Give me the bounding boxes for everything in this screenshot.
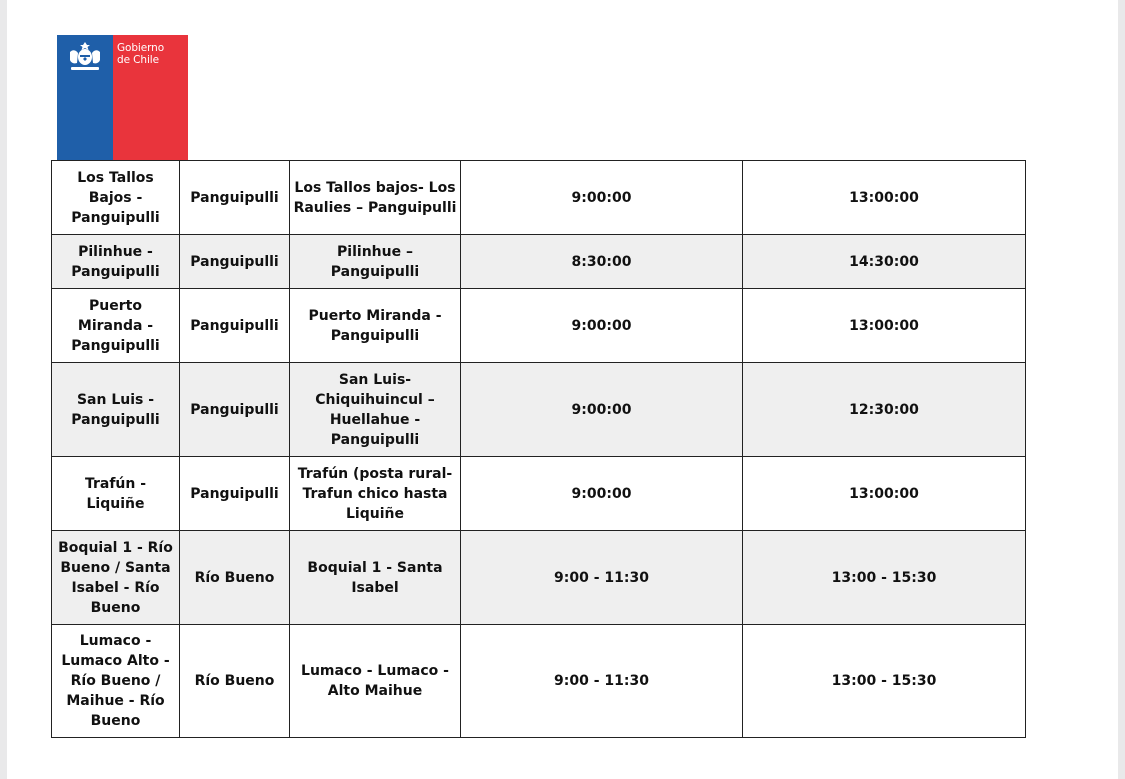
logo-blue-panel bbox=[57, 35, 113, 161]
locality-cell: Los Tallos Bajos - Panguipulli bbox=[52, 161, 180, 235]
table-row bbox=[52, 363, 1026, 457]
logo-text bbox=[117, 42, 164, 66]
start-time-cell: 9:00:00 bbox=[461, 457, 743, 531]
start-time-cell: 9:00:00 bbox=[461, 363, 743, 457]
start-time-cell: 9:00:00 bbox=[461, 161, 743, 235]
locality-cell: Puerto Miranda - Panguipulli bbox=[52, 289, 180, 363]
locality-cell: Pilinhue - Panguipulli bbox=[52, 235, 180, 289]
table-row bbox=[52, 457, 1026, 531]
commune-cell: Panguipulli bbox=[180, 161, 290, 235]
logo-line-1: Gobierno bbox=[117, 42, 165, 54]
route-cell: Los Tallos bajos- Los Raulies – Panguipulli bbox=[290, 161, 461, 235]
end-time-cell: 13:00 - 15:30 bbox=[743, 625, 1026, 738]
commune-cell: Panguipulli bbox=[180, 363, 290, 457]
document-page bbox=[7, 0, 1118, 779]
locality-cell: Lumaco - Lumaco Alto - Río Bueno / Maihue - Río Bueno bbox=[52, 625, 180, 738]
end-time-cell: 12:30:00 bbox=[743, 363, 1026, 457]
locality-cell: Boquial 1 - Río Bueno / Santa Isabel - Río Bueno bbox=[52, 531, 180, 625]
start-time-cell: 9:00 - 11:30 bbox=[461, 531, 743, 625]
locality-cell: San Luis - Panguipulli bbox=[52, 363, 180, 457]
end-time-cell: 13:00:00 bbox=[743, 161, 1026, 235]
end-time-cell: 13:00:00 bbox=[743, 457, 1026, 531]
table-row bbox=[52, 161, 1026, 235]
route-cell: San Luis- Chiquihuincul – Huellahue - Panguipulli bbox=[290, 363, 461, 457]
route-cell: Lumaco - Lumaco - Alto Maihue bbox=[290, 625, 461, 738]
route-cell: Puerto Miranda - Panguipulli bbox=[290, 289, 461, 363]
locality-cell: Trafún - Liquiñe bbox=[52, 457, 180, 531]
commune-cell: Panguipulli bbox=[180, 457, 290, 531]
commune-cell: Panguipulli bbox=[180, 235, 290, 289]
commune-cell: Río Bueno bbox=[180, 625, 290, 738]
commune-cell: Río Bueno bbox=[180, 531, 290, 625]
start-time-cell: 8:30:00 bbox=[461, 235, 743, 289]
logo-red-panel bbox=[113, 35, 188, 161]
end-time-cell: 14:30:00 bbox=[743, 235, 1026, 289]
gobierno-de-chile-logo bbox=[57, 35, 188, 161]
table-row bbox=[52, 531, 1026, 625]
table-row bbox=[52, 625, 1026, 738]
route-cell: Pilinhue – Panguipulli bbox=[290, 235, 461, 289]
end-time-cell: 13:00:00 bbox=[743, 289, 1026, 363]
commune-cell: Panguipulli bbox=[180, 289, 290, 363]
table-row bbox=[52, 289, 1026, 363]
schedule-table bbox=[51, 160, 1026, 738]
route-cell: Trafún (posta rural- Trafun chico hasta Liquiñe bbox=[290, 457, 461, 531]
start-time-cell: 9:00 - 11:30 bbox=[461, 625, 743, 738]
coat-of-arms-icon bbox=[65, 38, 105, 72]
table-row bbox=[52, 235, 1026, 289]
end-time-cell: 13:00 - 15:30 bbox=[743, 531, 1026, 625]
route-cell: Boquial 1 - Santa Isabel bbox=[290, 531, 461, 625]
logo-line-2: de Chile bbox=[117, 54, 159, 66]
start-time-cell: 9:00:00 bbox=[461, 289, 743, 363]
